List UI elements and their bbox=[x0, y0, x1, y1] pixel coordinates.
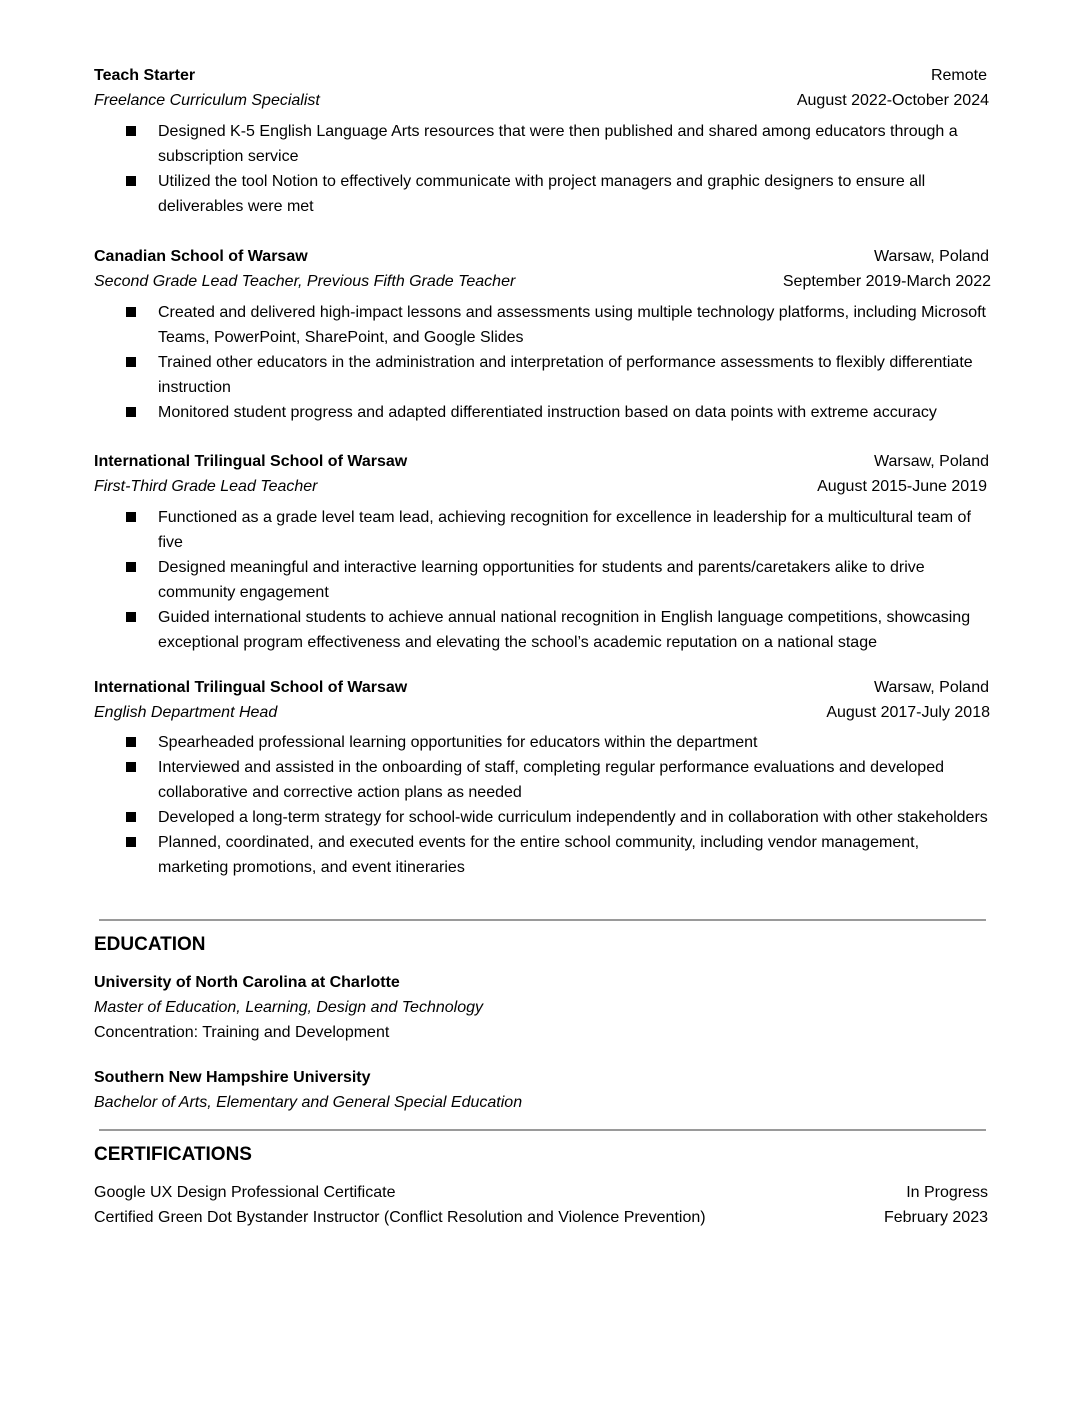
job-role-row bbox=[94, 88, 989, 113]
bullet-text: Monitored student progress and adapted differentiated instruction based on data points with extreme accuracy bbox=[158, 404, 937, 421]
bullet-text: Developed a long-term strategy for school-wide curriculum independently and in collaboration with other stakeholders bbox=[158, 809, 988, 826]
job-role: First-Third Grade Lead Teacher bbox=[94, 478, 318, 495]
job-role-row bbox=[94, 474, 987, 499]
certification-name: Certified Green Dot Bystander Instructor (Conflict Resolution and Violence Prevention) bbox=[94, 1209, 706, 1226]
certification-row bbox=[94, 1205, 988, 1230]
list-item bbox=[94, 830, 990, 880]
job-organization: Teach Starter bbox=[94, 67, 196, 84]
certification-name: Google UX Design Professional Certificate bbox=[94, 1184, 396, 1201]
square-bullet-icon bbox=[126, 126, 136, 136]
job-dates: August 2017-July 2018 bbox=[826, 704, 990, 721]
square-bullet-icon bbox=[126, 176, 136, 186]
list-item bbox=[94, 605, 990, 655]
bullet-text: Functioned as a grade level team lead, achieving recognition for excellence in leadership for a multicultural team of five bbox=[158, 509, 971, 551]
list-item bbox=[94, 300, 990, 350]
job-header-row bbox=[94, 675, 989, 700]
job-organization: International Trilingual School of Warsaw bbox=[94, 679, 408, 696]
education-entry bbox=[94, 1065, 990, 1115]
job-bullets bbox=[94, 119, 990, 219]
square-bullet-icon bbox=[126, 812, 136, 822]
concentration: Concentration: Training and Development bbox=[94, 1024, 390, 1041]
bullet-text: Designed meaningful and interactive learning opportunities for students and parents/caretakers alike to drive community engagement bbox=[158, 559, 925, 601]
certification-status: In Progress bbox=[906, 1184, 988, 1201]
list-item bbox=[94, 755, 990, 805]
job-dates: August 2022-October 2024 bbox=[796, 92, 989, 109]
bullet-text: Trained other educators in the administration and interpretation of performance assessments to flexibly differentiate instruction bbox=[158, 354, 973, 396]
section-divider bbox=[99, 919, 986, 921]
job-entry bbox=[94, 244, 990, 425]
bullet-text: Planned, coordinated, and executed events for the entire school community, including vendor management, marketing promotions, and event itineraries bbox=[158, 834, 920, 876]
square-bullet-icon bbox=[126, 512, 136, 522]
job-entry bbox=[94, 675, 990, 880]
job-location: Warsaw, Poland bbox=[873, 679, 989, 696]
job-role-row bbox=[94, 269, 991, 294]
job-role: English Department Head bbox=[94, 704, 278, 721]
bullet-text: Created and delivered high-impact lessons and assessments using multiple technology platforms, including Microsoft Teams, PowerPoint, SharePoint, and Google Slides bbox=[158, 304, 986, 346]
list-item bbox=[94, 119, 990, 169]
job-dates: September 2019-March 2022 bbox=[782, 273, 991, 290]
list-item bbox=[94, 400, 990, 425]
list-item bbox=[94, 730, 990, 755]
bullet-text: Interviewed and assisted in the onboarding of staff, completing regular performance evaluations and developed collaborative and corrective action plans as needed bbox=[158, 759, 944, 801]
degree: Bachelor of Arts, Elementary and General Special Education bbox=[94, 1094, 523, 1111]
job-entry bbox=[94, 449, 990, 655]
certification-row bbox=[94, 1180, 988, 1205]
job-location: Remote bbox=[930, 67, 987, 84]
square-bullet-icon bbox=[126, 837, 136, 847]
bullet-text: Guided international students to achieve annual national recognition in English language competitions, showcasing exceptional program effectiveness and elevating the school’s academic reputation on a national stage bbox=[158, 609, 971, 651]
bullet-text: Designed K-5 English Language Arts resources that were then published and shared among educators through a subscription service bbox=[158, 123, 958, 165]
job-bullets bbox=[94, 300, 990, 425]
job-location: Warsaw, Poland bbox=[873, 248, 989, 265]
education-heading: EDUCATION bbox=[94, 934, 206, 955]
list-item bbox=[94, 350, 990, 400]
job-role-row bbox=[94, 700, 990, 725]
school-name: University of North Carolina at Charlotte bbox=[94, 974, 400, 991]
square-bullet-icon bbox=[126, 357, 136, 367]
job-header-row bbox=[94, 63, 987, 88]
square-bullet-icon bbox=[126, 737, 136, 747]
square-bullet-icon bbox=[126, 762, 136, 772]
education-entry bbox=[94, 970, 990, 1045]
list-item bbox=[94, 555, 990, 605]
bullet-text: Spearheaded professional learning opportunities for educators within the department bbox=[158, 734, 758, 751]
square-bullet-icon bbox=[126, 612, 136, 622]
certifications-heading: CERTIFICATIONS bbox=[94, 1144, 252, 1165]
job-entry bbox=[94, 63, 990, 219]
job-bullets bbox=[94, 730, 990, 880]
job-location: Warsaw, Poland bbox=[873, 453, 989, 470]
job-bullets bbox=[94, 505, 990, 655]
list-item bbox=[94, 805, 990, 830]
list-item bbox=[94, 169, 990, 219]
job-organization: International Trilingual School of Warsaw bbox=[94, 453, 408, 470]
school-name: Southern New Hampshire University bbox=[94, 1069, 371, 1086]
square-bullet-icon bbox=[126, 407, 136, 417]
degree: Master of Education, Learning, Design and Technology bbox=[94, 999, 483, 1016]
square-bullet-icon bbox=[126, 307, 136, 317]
job-role: Second Grade Lead Teacher, Previous Fifth Grade Teacher bbox=[94, 273, 516, 290]
job-role: Freelance Curriculum Specialist bbox=[94, 92, 320, 109]
job-dates: August 2015-June 2019 bbox=[817, 478, 987, 495]
job-header-row bbox=[94, 449, 989, 474]
square-bullet-icon bbox=[126, 562, 136, 572]
job-header-row bbox=[94, 244, 989, 269]
section-divider bbox=[99, 1129, 986, 1131]
certification-status: February 2023 bbox=[883, 1209, 988, 1226]
job-organization: Canadian School of Warsaw bbox=[94, 248, 308, 265]
list-item bbox=[94, 505, 990, 555]
bullet-text: Utilized the tool Notion to effectively communicate with project managers and graphic designers to ensure all deliverables were met bbox=[158, 173, 926, 215]
